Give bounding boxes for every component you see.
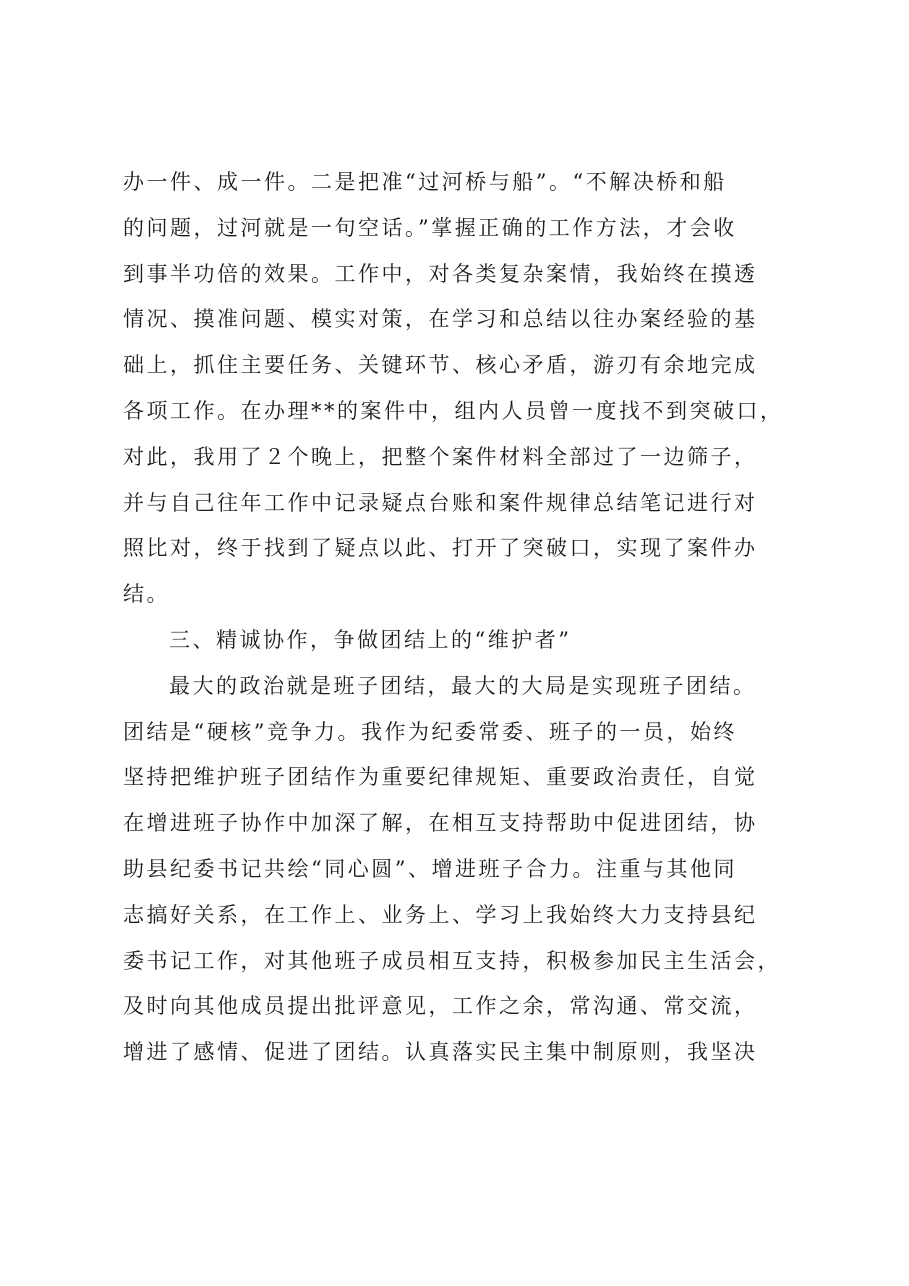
text-line: 助县纪委书记共绘“同心圆”、增进班子合力。注重与其他同	[123, 856, 737, 881]
text-line: 团结是“硬核”竞争力。我作为纪委常委、班子的一员，始终	[123, 719, 737, 744]
text-line: 并与自己往年工作中记录疑点台账和案件规律总结笔记进行对	[123, 490, 758, 515]
text-line: 的问题，过河就是一句空话。”掌握正确的工作方法，才会收	[123, 215, 737, 240]
text-line: 对此，我用了２个晚上，把整个案件材料全部过了一边筛子，	[123, 444, 758, 469]
section-heading: 三、精诚协作，争做团结上的“维护者”	[169, 627, 572, 652]
text-line: 增进了感情、促进了团结。认真落实民主集中制原则，我坚决	[123, 1040, 758, 1065]
body-text	[123, 160, 803, 1076]
text-line: 各项工作。在办理**的案件中，组内人员曾一度找不到突破口，	[123, 398, 784, 423]
text-line: 在增进班子协作中加深了解，在相互支持帮助中促进团结，协	[123, 811, 758, 836]
text-line: 最大的政治就是班子团结，最大的大局是实现班子团结。	[169, 673, 757, 698]
text-line: 情况、摸准问题、模实对策，在学习和总结以往办案经验的基	[123, 307, 758, 332]
text-line: 结。	[123, 582, 170, 607]
text-line: 坚持把维护班子团结作为重要纪律规矩、重要政治责任，自觉	[123, 765, 758, 790]
text-line: 及时向其他成员提出批评意见，工作之余，常沟通、常交流，	[123, 994, 758, 1019]
text-line: 照比对，终于找到了疑点以此、打开了突破口，实现了案件办	[123, 536, 758, 561]
text-line: 委书记工作，对其他班子成员相互支持，积极参加民主生活会，	[123, 948, 781, 973]
text-line: 到事半功倍的效果。工作中，对各类复杂案情，我始终在摸透	[123, 261, 758, 286]
text-line: 志搞好关系，在工作上、业务上、学习上我始终大力支持县纪	[123, 902, 758, 927]
text-line: 办一件、成一件。二是把准“过河桥与船”。“不解决桥和船	[123, 170, 727, 194]
text-line: 础上，抓住主要任务、关键环节、核心矛盾，游刃有余地完成	[123, 353, 758, 378]
